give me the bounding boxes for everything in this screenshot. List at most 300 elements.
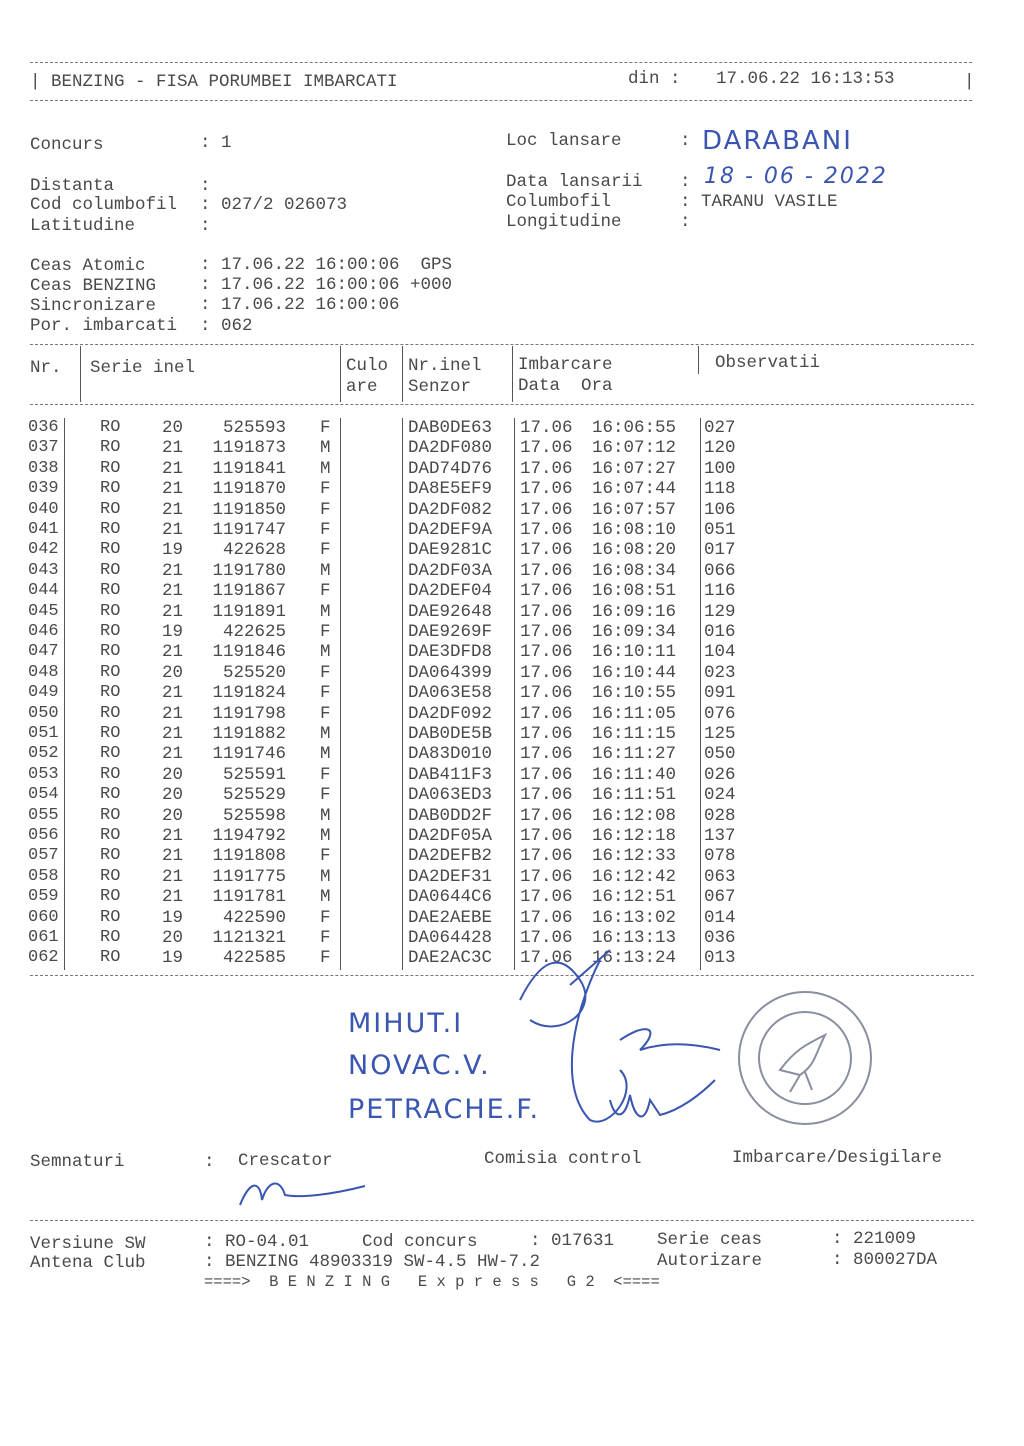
data-lansarii-label: Data lansarii	[506, 172, 643, 192]
cod-columbofil-value: : 027/2 026073	[200, 195, 348, 215]
row-nr: 059	[28, 887, 59, 907]
por-imbarcati-label: Por. imbarcati	[30, 316, 178, 336]
country: RO	[100, 724, 121, 743]
date: 17.06	[520, 703, 573, 724]
sensor-id: DAE2AEBE	[408, 907, 493, 928]
sex: M	[320, 887, 331, 908]
latitudine-label: Latitudine	[30, 216, 136, 236]
sex: F	[320, 622, 331, 642]
observatii: 014	[704, 907, 736, 928]
sex: F	[320, 907, 331, 928]
observatii: 063	[704, 866, 736, 887]
observatii: 137	[704, 826, 736, 846]
year: 21	[162, 887, 184, 908]
country: RO	[100, 928, 121, 947]
sensor-id: DA063E58	[408, 683, 493, 704]
sex: F	[320, 499, 331, 520]
date: 17.06	[520, 479, 573, 500]
row-nr: 062	[28, 948, 59, 968]
ring-number: 1191891	[212, 601, 286, 622]
row-nr: 052	[28, 744, 59, 764]
sensor-id: DA063ED3	[408, 785, 493, 806]
ring-number: 1191846	[212, 642, 286, 663]
row-nr: 057	[28, 846, 59, 866]
year: 21	[162, 581, 184, 602]
time: 16:10:11	[592, 642, 677, 663]
row-nr: 042	[28, 540, 59, 560]
crescator-signature	[240, 1184, 365, 1205]
observatii: 050	[704, 744, 736, 765]
sensor-id: DA2DEFB2	[408, 846, 493, 867]
year: 19	[162, 622, 184, 642]
country: RO	[100, 785, 121, 805]
sex: M	[320, 642, 331, 663]
ring-number: 1191775	[212, 866, 286, 887]
sensor-id: DAD74D76	[408, 458, 493, 479]
observatii: 028	[704, 805, 736, 826]
sex: F	[320, 928, 331, 948]
observatii: 013	[704, 948, 736, 969]
country: RO	[100, 438, 121, 458]
date: 17.06	[520, 928, 573, 948]
ring-number: 1191747	[212, 520, 286, 540]
sensor-id: DA2DF082	[408, 499, 493, 520]
ring-number: 1194792	[212, 826, 286, 846]
ring-number: 1191808	[212, 846, 286, 867]
col-header-culoare-2: are	[346, 377, 378, 397]
sex: M	[320, 866, 331, 887]
row-nr: 058	[28, 866, 59, 886]
serie-ceas-value: : 221009	[832, 1229, 917, 1249]
row-nr: 053	[28, 764, 59, 784]
ring-number: 1191873	[212, 438, 286, 459]
ring-number: 422585	[222, 948, 286, 969]
date: 17.06	[520, 785, 573, 806]
time: 16:12:18	[592, 826, 677, 846]
ceas-atomic-value: : 17.06.22 16:00:06 GPS	[200, 255, 453, 275]
sex: F	[320, 418, 331, 438]
country: RO	[100, 560, 121, 580]
observatii: 116	[704, 581, 736, 602]
ring-number: 525529	[222, 785, 286, 806]
ceas-benzing-value: : 17.06.22 16:00:06 +000	[200, 275, 453, 295]
din-label: din :	[628, 69, 681, 89]
year: 21	[162, 642, 184, 663]
loc-lansare-colon: :	[680, 131, 691, 151]
commission-name-1: MIHUT.I	[348, 1008, 464, 1039]
sex: F	[320, 785, 331, 806]
date: 17.06	[520, 764, 573, 785]
row-nr: 040	[28, 499, 59, 519]
header-end-bar: |	[964, 72, 975, 92]
observatii: 125	[704, 724, 736, 744]
longitudine-label: Longitudine	[506, 212, 622, 232]
ring-number: 1191746	[212, 744, 286, 765]
sex: M	[320, 458, 331, 479]
sex: M	[320, 805, 331, 826]
data-lansarii-handwritten: 18 - 06 - 2022	[704, 164, 888, 189]
time: 16:13:02	[592, 907, 677, 928]
ring-number: 525591	[222, 764, 286, 785]
sex: F	[320, 581, 331, 602]
document-title: | BENZING - FISA PORUMBEI IMBARCATI	[30, 72, 398, 92]
year: 19	[162, 540, 184, 561]
row-nr: 056	[28, 826, 59, 845]
ring-number: 1191850	[212, 499, 286, 520]
observatii: 067	[704, 887, 736, 908]
year: 20	[162, 805, 184, 826]
year: 21	[162, 703, 184, 724]
sex: M	[320, 601, 331, 622]
col-header-culoare-1: Culo	[346, 356, 389, 376]
observatii: 120	[704, 438, 736, 459]
observatii: 104	[704, 642, 736, 663]
col-header-imbarcare-1: Imbarcare	[518, 355, 613, 375]
sex: M	[320, 438, 331, 459]
row-nr: 044	[28, 581, 59, 601]
year: 20	[162, 418, 184, 438]
year: 20	[162, 928, 184, 948]
club-stamp-icon	[739, 992, 871, 1124]
col-header-nrinel-2: Senzor	[408, 377, 472, 397]
observatii: 118	[704, 479, 736, 500]
row-nr: 051	[28, 724, 59, 743]
year: 21	[162, 438, 184, 459]
observatii: 027	[704, 418, 736, 438]
date: 17.06	[520, 499, 573, 520]
sensor-id: DA8E5EF9	[408, 479, 493, 500]
sex: M	[320, 826, 331, 846]
semnaturi-colon: :	[204, 1152, 215, 1172]
ring-number: 422590	[222, 907, 286, 928]
date: 17.06	[520, 826, 573, 846]
row-nr: 037	[28, 438, 59, 458]
observatii: 024	[704, 785, 736, 806]
sensor-id: DAE9281C	[408, 540, 493, 561]
ring-number: 1191824	[212, 683, 286, 704]
distanta-label: Distanta	[30, 176, 115, 196]
sex: F	[320, 520, 331, 540]
ring-number: 525593	[222, 418, 286, 438]
year: 19	[162, 907, 184, 928]
row-nr: 038	[28, 458, 59, 478]
time: 16:12:08	[592, 805, 677, 826]
sex: M	[320, 560, 331, 581]
country: RO	[100, 418, 121, 437]
country: RO	[100, 601, 121, 621]
year: 21	[162, 479, 184, 500]
time: 16:08:51	[592, 581, 677, 602]
country: RO	[100, 887, 121, 907]
date: 17.06	[520, 458, 573, 479]
row-nr: 039	[28, 479, 59, 499]
date: 17.06	[520, 805, 573, 826]
country: RO	[100, 662, 121, 682]
cod-concurs-label: Cod concurs	[362, 1232, 478, 1252]
sensor-id: DA2DF092	[408, 703, 493, 724]
print-timestamp: 17.06.22 16:13:53	[716, 69, 895, 89]
date: 17.06	[520, 907, 573, 928]
year: 21	[162, 683, 184, 704]
col-header-imbarcare-2: Data Ora	[518, 376, 613, 396]
sensor-id: DA2DEF31	[408, 866, 493, 887]
loc-lansare-handwritten: DARABANI	[702, 126, 853, 156]
time: 16:09:16	[592, 601, 677, 622]
year: 21	[162, 520, 184, 540]
country: RO	[100, 499, 121, 519]
observatii: 066	[704, 560, 736, 581]
country: RO	[100, 805, 121, 825]
row-nr: 060	[28, 907, 59, 927]
data-lansarii-colon: :	[680, 172, 691, 192]
versiune-label: Versiune SW	[30, 1234, 146, 1254]
antena-value: : BENZING 48903319 SW-4.5 HW-7.2	[204, 1252, 541, 1272]
country: RO	[100, 642, 121, 662]
year: 21	[162, 846, 184, 867]
comisia-label: Comisia control	[484, 1149, 642, 1169]
sex: F	[320, 764, 331, 785]
sex: F	[320, 846, 331, 867]
semnaturi-label: Semnaturi	[30, 1152, 125, 1172]
time: 16:12:51	[592, 887, 677, 908]
sensor-id: DA064399	[408, 662, 493, 683]
col-header-nr: Nr.	[30, 358, 62, 378]
row-nr: 045	[28, 601, 59, 621]
country: RO	[100, 540, 121, 560]
date: 17.06	[520, 642, 573, 663]
time: 16:07:57	[592, 499, 677, 520]
row-nr: 055	[28, 805, 59, 825]
observatii: 100	[704, 458, 736, 479]
sensor-id: DAB0DD2F	[408, 805, 493, 826]
year: 19	[162, 948, 184, 969]
year: 21	[162, 499, 184, 520]
year: 21	[162, 458, 184, 479]
signature-2	[620, 1029, 720, 1050]
time: 16:09:34	[592, 622, 677, 642]
observatii: 078	[704, 846, 736, 867]
ceas-atomic-label: Ceas Atomic	[30, 256, 146, 276]
country: RO	[100, 826, 121, 845]
sex: F	[320, 479, 331, 500]
time: 16:12:42	[592, 866, 677, 887]
country: RO	[100, 520, 121, 539]
year: 21	[162, 560, 184, 581]
date: 17.06	[520, 683, 573, 704]
date: 17.06	[520, 581, 573, 602]
country: RO	[100, 581, 121, 601]
row-nr: 041	[28, 520, 59, 539]
date: 17.06	[520, 866, 573, 887]
ring-number: 525520	[222, 662, 286, 683]
distanta-value: :	[200, 176, 211, 196]
time: 16:11:27	[592, 744, 677, 765]
country: RO	[100, 703, 121, 723]
observatii: 017	[704, 540, 736, 561]
country: RO	[100, 907, 121, 927]
sex: F	[320, 948, 331, 969]
concurs-label: Concurs	[30, 135, 104, 155]
sincronizare-label: Sincronizare	[30, 296, 157, 316]
year: 20	[162, 764, 184, 785]
date: 17.06	[520, 601, 573, 622]
year: 21	[162, 826, 184, 846]
year: 21	[162, 601, 184, 622]
country: RO	[100, 866, 121, 886]
row-nr: 048	[28, 662, 59, 682]
date: 17.06	[520, 560, 573, 581]
sex: F	[320, 703, 331, 724]
sex: M	[320, 724, 331, 744]
date: 17.06	[520, 622, 573, 642]
date: 17.06	[520, 744, 573, 765]
sensor-id: DA2DF080	[408, 438, 493, 459]
ring-number: 1121321	[212, 928, 286, 948]
date: 17.06	[520, 724, 573, 744]
sensor-id: DA2DF05A	[408, 826, 493, 846]
concurs-value: : 1	[200, 133, 232, 153]
date: 17.06	[520, 846, 573, 867]
time: 16:08:20	[592, 540, 677, 561]
sensor-id: DAE9269F	[408, 622, 493, 642]
time: 16:11:15	[592, 724, 677, 744]
col-header-serie: Serie inel	[90, 358, 196, 378]
ceas-benzing-label: Ceas BENZING	[30, 276, 157, 296]
col-header-observatii: Observatii	[715, 353, 821, 373]
date: 17.06	[520, 948, 573, 969]
ring-number: 1191781	[212, 887, 286, 908]
date: 17.06	[520, 887, 573, 908]
footer-border	[30, 1220, 974, 1221]
year: 20	[162, 785, 184, 806]
row-nr: 054	[28, 785, 59, 805]
commission-name-2: NOVAC.V.	[348, 1050, 491, 1081]
ring-number: 1191798	[212, 703, 286, 724]
time: 16:07:12	[592, 438, 677, 459]
observatii: 023	[704, 662, 736, 683]
observatii: 129	[704, 601, 736, 622]
columbofil-value: : TARANU VASILE	[680, 192, 838, 212]
sensor-id: DAB0DE63	[408, 418, 493, 438]
sensor-id: DA83D010	[408, 744, 493, 765]
signature-1	[520, 950, 627, 1122]
time: 16:07:44	[592, 479, 677, 500]
ring-number: 1191841	[212, 458, 286, 479]
time: 16:11:05	[592, 703, 677, 724]
time: 16:12:33	[592, 846, 677, 867]
sensor-id: DA0644C6	[408, 887, 493, 908]
versiune-value: : RO-04.01	[204, 1232, 310, 1252]
time: 16:11:51	[592, 785, 677, 806]
commission-name-3: PETRACHE.F.	[348, 1094, 541, 1125]
benzing-express-banner: ====> B E N Z I N G E x p r e s s G 2 <====	[204, 1273, 660, 1291]
ring-number: 1191867	[212, 581, 286, 602]
country: RO	[100, 846, 121, 866]
longitudine-value: :	[680, 212, 691, 232]
ring-number: 525598	[222, 805, 286, 826]
ring-number: 1191882	[212, 724, 286, 744]
time: 16:13:13	[592, 928, 677, 948]
ring-number: 422625	[222, 622, 286, 642]
crescator-label: Crescator	[238, 1151, 333, 1171]
por-imbarcati-value: : 062	[200, 316, 253, 336]
time: 16:08:34	[592, 560, 677, 581]
observatii: 016	[704, 622, 736, 642]
time: 16:10:44	[592, 662, 677, 683]
observatii: 091	[704, 683, 736, 704]
sex: F	[320, 683, 331, 704]
ring-number: 1191870	[212, 479, 286, 500]
row-nr: 046	[28, 622, 59, 641]
row-nr: 036	[28, 418, 59, 437]
sensor-id: DAB411F3	[408, 764, 493, 785]
time: 16:13:24	[592, 948, 677, 969]
sensor-id: DAE92648	[408, 601, 493, 622]
country: RO	[100, 764, 121, 784]
date: 17.06	[520, 438, 573, 459]
row-nr: 061	[28, 928, 59, 947]
observatii: 076	[704, 703, 736, 724]
loc-lansare-label: Loc lansare	[506, 131, 622, 151]
latitudine-value: :	[200, 216, 211, 236]
sensor-id: DAE2AC3C	[408, 948, 493, 969]
columbofil-label: Columbofil	[506, 192, 612, 212]
year: 21	[162, 724, 184, 744]
time: 16:06:55	[592, 418, 677, 438]
observatii: 106	[704, 499, 736, 520]
row-nr: 049	[28, 683, 59, 703]
sensor-id: DA064428	[408, 928, 493, 948]
serie-ceas-label: Serie ceas	[657, 1230, 763, 1250]
time: 16:10:55	[592, 683, 677, 704]
date: 17.06	[520, 662, 573, 683]
date: 17.06	[520, 540, 573, 561]
year: 20	[162, 662, 184, 683]
observatii: 026	[704, 764, 736, 785]
sincronizare-value: : 17.06.22 16:00:06	[200, 295, 400, 315]
sensor-id: DAB0DE5B	[408, 724, 493, 744]
row-nr: 047	[28, 642, 59, 662]
observatii: 036	[704, 928, 736, 948]
sex: M	[320, 744, 331, 765]
sex: F	[320, 540, 331, 561]
sensor-id: DAE3DFD8	[408, 642, 493, 663]
sex: F	[320, 662, 331, 683]
time: 16:11:40	[592, 764, 677, 785]
country: RO	[100, 622, 121, 641]
year: 21	[162, 866, 184, 887]
country: RO	[100, 744, 121, 764]
sensor-id: DA2DF03A	[408, 560, 493, 581]
observatii: 051	[704, 520, 736, 540]
country: RO	[100, 683, 121, 703]
date: 17.06	[520, 520, 573, 540]
col-header-nrinel-1: Nr.inel	[408, 356, 482, 376]
country: RO	[100, 479, 121, 499]
ring-number: 422628	[222, 540, 286, 561]
time: 16:07:27	[592, 458, 677, 479]
sensor-id: DA2DEF9A	[408, 520, 493, 540]
sensor-id: DA2DEF04	[408, 581, 493, 602]
year: 21	[162, 744, 184, 765]
date: 17.06	[520, 418, 573, 438]
row-nr: 043	[28, 560, 59, 580]
cod-columbofil-label: Cod columbofil	[30, 195, 178, 215]
time: 16:08:10	[592, 520, 677, 540]
ring-number: 1191780	[212, 560, 286, 581]
cod-concurs-value: : 017631	[530, 1231, 615, 1251]
country: RO	[100, 948, 121, 968]
